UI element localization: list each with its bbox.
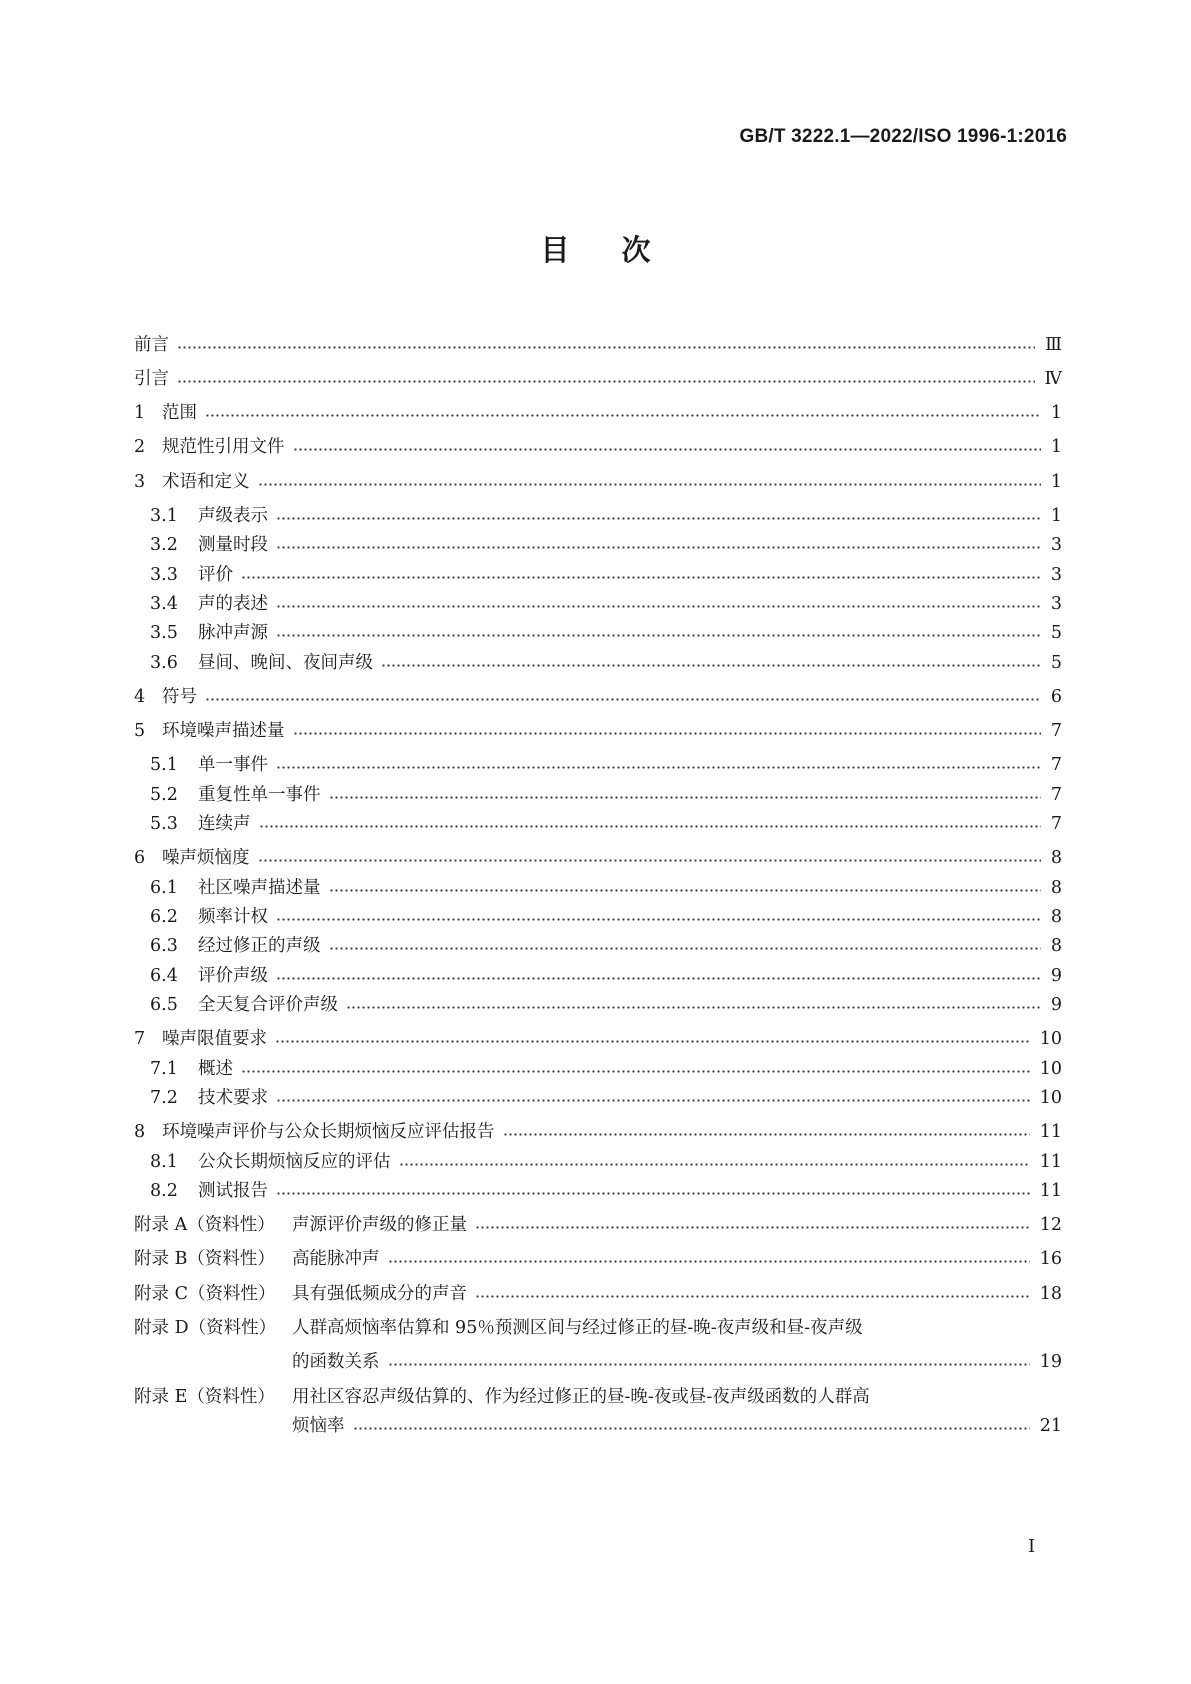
toc-entry[interactable] <box>150 503 1062 529</box>
toc-entry[interactable] <box>134 469 1062 495</box>
toc-entry[interactable] <box>150 904 1062 930</box>
toc-entry-page: 8 <box>1049 875 1062 901</box>
toc-entry-title: 高能脉冲声 <box>292 1249 380 1269</box>
toc-entry-title: 公众长期烦恼反应的评估 <box>198 1152 391 1172</box>
toc-dot-leader <box>275 1040 1030 1043</box>
toc-entry-page: 9 <box>1049 992 1062 1018</box>
toc-dot-leader <box>399 1163 1030 1166</box>
toc-entry-page: 1 <box>1049 400 1062 426</box>
toc-dot-leader <box>177 346 1035 349</box>
toc-entry-page: 3 <box>1049 532 1062 558</box>
toc-annex-label <box>134 1315 863 1341</box>
toc-dot-leader <box>241 1070 1030 1073</box>
toc-dot-leader <box>329 947 1041 950</box>
toc-entry[interactable] <box>150 1085 1062 1111</box>
toc-entry-page: 5 <box>1049 620 1062 646</box>
toc-entry-page: 3 <box>1049 591 1062 617</box>
toc-dot-leader <box>205 698 1041 701</box>
toc-dot-leader <box>388 1260 1030 1263</box>
toc-entry[interactable] <box>134 1281 1062 1307</box>
toc-entry-page: 9 <box>1049 963 1062 989</box>
toc-entry-page: 16 <box>1038 1246 1062 1272</box>
toc-entry-number: 8.1 <box>150 1152 178 1172</box>
toc-dot-leader <box>177 380 1035 383</box>
toc-entry-number: 3 <box>134 472 146 492</box>
toc-entry-number: 6.2 <box>150 907 178 927</box>
toc-entry-title-line1: 用社区容忍声级估算的、作为经过修正的昼-晚-夜或昼-夜声级函数的人群高 <box>292 1387 870 1407</box>
toc-entry-title: 声的表述 <box>198 594 268 614</box>
toc-entry-number: 5.3 <box>150 814 178 834</box>
toc-entry-page: Ⅲ <box>1043 332 1062 358</box>
toc-dot-leader <box>276 546 1041 549</box>
toc-entry-number: 3.6 <box>150 653 178 673</box>
toc-entry-title: 噪声限值要求 <box>162 1029 267 1049</box>
toc-entry[interactable] <box>150 752 1062 778</box>
toc-dot-leader <box>276 977 1041 980</box>
toc-entry-title: 概述 <box>198 1059 233 1079</box>
toc-dot-leader <box>205 414 1041 417</box>
toc-entry-number: 附录 E（资料性） <box>134 1387 275 1407</box>
toc-entry-page: 8 <box>1049 845 1062 871</box>
toc-entry-page: 3 <box>1049 562 1062 588</box>
toc-entry[interactable] <box>150 933 1062 959</box>
toc-entry-page: 7 <box>1049 811 1062 837</box>
toc-dot-leader <box>276 766 1041 769</box>
toc-entry-number: 附录 B（资料性） <box>134 1249 275 1269</box>
toc-entry-title: 昼间、晚间、夜间声级 <box>198 653 373 673</box>
toc-entry-page: Ⅳ <box>1043 366 1062 392</box>
toc-entry[interactable] <box>134 1349 1062 1375</box>
toc-dot-leader <box>241 576 1041 579</box>
toc-entry-title: 技术要求 <box>198 1088 268 1108</box>
toc-entry-page: 10 <box>1038 1026 1062 1052</box>
standard-code: GB/T 3222.1—2022/ISO 1996-1:2016 <box>739 126 1067 147</box>
toc-dot-leader <box>353 1427 1030 1430</box>
toc-dot-leader <box>258 483 1041 486</box>
toc-entry-title: 烦恼率 <box>292 1416 345 1436</box>
toc-entry-number: 3.5 <box>150 623 178 643</box>
toc-entry[interactable] <box>134 1119 1062 1145</box>
toc-dot-leader <box>276 1192 1030 1195</box>
toc-entry-page: 11 <box>1038 1119 1062 1145</box>
toc-entry-title: 术语和定义 <box>162 472 250 492</box>
toc-entry-title: 全天复合评价声级 <box>198 995 338 1015</box>
toc-entry-page: 1 <box>1049 469 1062 495</box>
toc-dot-leader <box>276 634 1041 637</box>
toc-entry-number: 1 <box>134 403 146 423</box>
toc-entry-number: 8 <box>134 1122 146 1142</box>
toc-entry-page: 5 <box>1049 650 1062 676</box>
toc-entry-page: 21 <box>1038 1413 1062 1439</box>
toc-annex-label <box>134 1384 870 1410</box>
toc-entry-title: 符号 <box>162 687 197 707</box>
toc-dot-leader <box>346 1006 1041 1009</box>
toc-entry-number: 附录 C（资料性） <box>134 1284 276 1304</box>
toc-entry-title: 规范性引用文件 <box>162 437 285 457</box>
toc-entry-title: 测试报告 <box>198 1181 268 1201</box>
toc-entry[interactable] <box>134 718 1062 744</box>
toc-entry[interactable] <box>134 1413 1062 1439</box>
toc-entry[interactable] <box>150 620 1062 646</box>
toc-entry[interactable] <box>150 1056 1062 1082</box>
toc-dot-leader <box>381 664 1041 667</box>
toc-entry-number: 6.1 <box>150 878 178 898</box>
toc-entry-number: 3.4 <box>150 594 178 614</box>
toc-entry-page: 12 <box>1038 1212 1062 1238</box>
toc-entry[interactable] <box>134 366 1062 392</box>
toc-dot-leader <box>276 1099 1030 1102</box>
toc-entry-number: 3.3 <box>150 565 178 585</box>
toc-entry-page: 11 <box>1038 1149 1062 1175</box>
toc-entry-number: 4 <box>134 687 146 707</box>
toc-entry-number: 附录 A（资料性） <box>134 1215 275 1235</box>
toc-entry-title: 评价声级 <box>198 966 268 986</box>
toc-entry-title: 单一事件 <box>198 755 268 775</box>
toc-entry[interactable] <box>150 875 1062 901</box>
toc-entry-number: 5.2 <box>150 785 178 805</box>
toc-entry-title: 范围 <box>162 403 197 423</box>
toc-entry-number: 6 <box>134 848 146 868</box>
toc-entry[interactable] <box>150 650 1062 676</box>
toc-dot-leader <box>258 859 1041 862</box>
toc-entry-page: 1 <box>1049 434 1062 460</box>
toc-entry-page: 19 <box>1038 1349 1062 1375</box>
toc-entry[interactable] <box>134 845 1062 871</box>
toc-entry-page: 7 <box>1049 782 1062 808</box>
toc-dot-leader <box>475 1295 1030 1298</box>
toc-entry-page: 18 <box>1038 1281 1062 1307</box>
toc-dot-leader <box>276 517 1041 520</box>
toc-entry-title: 前言 <box>134 335 169 355</box>
toc-entry-number: 8.2 <box>150 1181 178 1201</box>
toc-entry-number: 7.1 <box>150 1059 178 1079</box>
toc-entry[interactable] <box>150 782 1062 808</box>
toc-entry-page: 6 <box>1049 684 1062 710</box>
toc-dot-leader <box>276 605 1041 608</box>
toc-entry-page: 1 <box>1049 503 1062 529</box>
toc-entry-number: 6.3 <box>150 936 178 956</box>
toc-entry-number: 3.2 <box>150 535 178 555</box>
toc-dot-leader <box>329 889 1041 892</box>
toc-entry[interactable] <box>134 434 1062 460</box>
toc-entry[interactable] <box>150 963 1062 989</box>
toc-entry-title: 重复性单一事件 <box>198 785 321 805</box>
page-title: 目次 <box>540 233 703 267</box>
toc-entry-page: 7 <box>1049 752 1062 778</box>
toc-entry-number: 5 <box>134 721 146 741</box>
toc-entry[interactable] <box>150 562 1062 588</box>
toc-dot-leader <box>475 1226 1030 1229</box>
toc-entry[interactable] <box>150 811 1062 837</box>
toc-entry[interactable] <box>150 1149 1062 1175</box>
toc-entry[interactable] <box>134 684 1062 710</box>
toc-entry-title: 脉冲声源 <box>198 623 268 643</box>
toc-entry-number: 5.1 <box>150 755 178 775</box>
toc-entry[interactable] <box>134 332 1062 358</box>
toc-entry-page: 10 <box>1038 1085 1062 1111</box>
toc-entry-title: 测量时段 <box>198 535 268 555</box>
toc-entry[interactable] <box>150 591 1062 617</box>
toc-entry[interactable] <box>134 400 1062 426</box>
toc-entry-title-line1: 人群高烦恼率估算和 95％预测区间与经过修正的昼-晚-夜声级和昼-夜声级 <box>292 1318 863 1338</box>
toc-dot-leader <box>503 1133 1030 1136</box>
toc-entry-number: 7 <box>134 1029 146 1049</box>
toc-entry-title: 声源评价声级的修正量 <box>292 1215 467 1235</box>
toc-entry-number: 7.2 <box>150 1088 178 1108</box>
toc-entry-title: 引言 <box>134 369 169 389</box>
toc-entry-title: 声级表示 <box>198 506 268 526</box>
toc-entry-page: 10 <box>1038 1056 1062 1082</box>
toc-entry-title: 环境噪声描述量 <box>162 721 285 741</box>
toc-entry[interactable] <box>134 1246 1062 1272</box>
toc-dot-leader <box>276 918 1041 921</box>
toc-dot-leader <box>329 796 1041 799</box>
toc-dot-leader <box>293 448 1041 451</box>
toc-entry-page: 8 <box>1049 904 1062 930</box>
toc-dot-leader <box>293 732 1041 735</box>
toc-entry-number: 附录 D（资料性） <box>134 1318 277 1338</box>
toc-entry-title: 的函数关系 <box>292 1352 380 1372</box>
toc-entry-number: 3.1 <box>150 506 178 526</box>
toc-entry-title: 环境噪声评价与公众长期烦恼反应评估报告 <box>162 1122 495 1142</box>
toc-entry-title: 评价 <box>198 565 233 585</box>
toc-entry-title: 噪声烦恼度 <box>162 848 250 868</box>
toc-entry[interactable] <box>134 1212 1062 1238</box>
page-number: I <box>1028 1536 1036 1557</box>
toc-dot-leader <box>259 825 1041 828</box>
toc-entry-page: 11 <box>1038 1178 1062 1204</box>
toc-entry-title: 社区噪声描述量 <box>198 878 321 898</box>
toc-entry[interactable] <box>134 1026 1062 1052</box>
toc-dot-leader <box>388 1363 1030 1366</box>
toc-entry-page: 7 <box>1049 718 1062 744</box>
toc-entry-title: 频率计权 <box>198 907 268 927</box>
toc-entry[interactable] <box>150 1178 1062 1204</box>
toc-entry[interactable] <box>150 992 1062 1018</box>
toc-entry-number: 2 <box>134 437 146 457</box>
toc-entry[interactable] <box>150 532 1062 558</box>
toc-entry-number: 6.5 <box>150 995 178 1015</box>
toc-entry-title: 连续声 <box>198 814 251 834</box>
toc-entry-page: 8 <box>1049 933 1062 959</box>
toc-entry-title: 经过修正的声级 <box>198 936 321 956</box>
toc-entry-number: 6.4 <box>150 966 178 986</box>
toc-entry-title: 具有强低频成分的声音 <box>292 1284 467 1304</box>
